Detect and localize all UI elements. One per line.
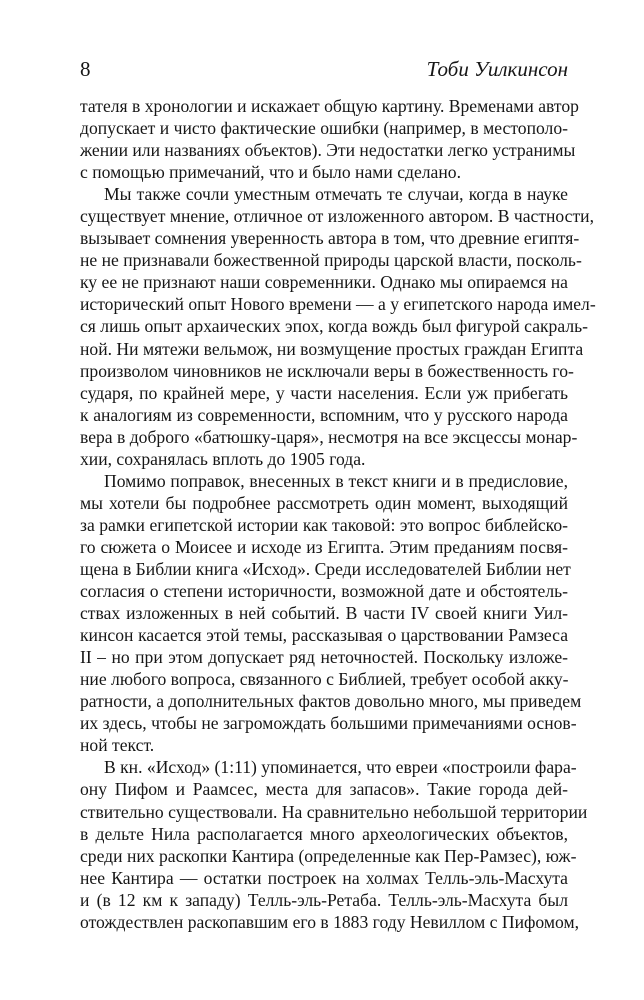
text-line: отождествлен раскопавшим его в 1883 году Невиллом с Пифомом, xyxy=(80,911,579,932)
text-line: не не признавали божественной природы царской власти, посколь- xyxy=(80,250,582,271)
text-line: ону Пифом и Раамсес, места для запасов». Такие города дей- xyxy=(80,779,568,800)
text-line: вызывает сомнения уверенность автора в том, что древние египтя- xyxy=(80,228,580,249)
text-line: мы хотели бы подробнее рассмотреть один момент, выходящий xyxy=(80,492,568,513)
text-line: ной. Ни мятежи вельмож, ни возмущение простых граждан Египта xyxy=(80,338,584,359)
text-line: Мы также сочли уместным отмечать те случаи, когда в науке xyxy=(104,184,568,205)
text-line: произволом чиновников не исключали веры в божественность го- xyxy=(80,360,574,381)
paragraph-3 xyxy=(80,470,582,757)
text-line: к аналогиям из современности, вспомним, что у русского народа xyxy=(80,404,568,425)
text-line: за рамки египетской истории как таковой: это вопрос библейско- xyxy=(80,514,568,535)
paragraph-4 xyxy=(80,756,588,932)
text-line: существует мнение, отличное от изложенного автором. В частности, xyxy=(80,206,594,227)
text-line: среди них раскопки Кантира (определенные как Пер-Рамзес), юж- xyxy=(80,845,577,866)
text-line: сударя, по крайней мере, у части населения. Если уж прибегать xyxy=(80,382,568,403)
paragraph-2 xyxy=(80,183,596,470)
paragraph-1 xyxy=(80,95,579,183)
text-line: ной текст. xyxy=(80,735,155,756)
text-line: ку ее не признают наши современники. Однако мы опираемся на xyxy=(80,272,568,293)
text-line: их здесь, чтобы не загромождать большими примечаниями основ- xyxy=(80,713,577,734)
text-line: вера в доброго «батюшку-царя», несмотря на все эксцессы монар- xyxy=(80,426,578,447)
text-line: жении или названиях объектов). Эти недостатки легко устранимы xyxy=(80,140,576,161)
text-line: хии, сохранялась вплоть до 1905 года. xyxy=(80,448,366,469)
text-line: щена в Библии книга «Исход». Среди исследователей Библии нет xyxy=(80,558,571,579)
text-line: и (в 12 км к западу) Телль-эль-Ретаба. Телль-эль-Масхута был xyxy=(80,889,568,910)
text-line: исторический опыт Нового времени — а у египетского народа имел- xyxy=(80,294,596,315)
text-line: В кн. «Исход» (1:11) упоминается, что евреи «построили фара- xyxy=(104,757,577,778)
text-line: ствах изложенных в ней событий. В части IV своей книги Уил- xyxy=(80,603,568,624)
text-line: допускает и чисто фактические ошибки (например, в местополо- xyxy=(80,118,568,139)
text-line: ся лишь опыт архаических эпох, когда вождь был фигурой сакраль- xyxy=(80,316,588,337)
text-line: с помощью примечаний, что и было нами сделано. xyxy=(80,162,461,183)
running-title: Тоби Уилкинсон xyxy=(426,57,568,81)
text-line: в дельте Нила располагается много археологических объектов, xyxy=(80,823,568,844)
page-number: 8 xyxy=(80,57,91,81)
text-line: ратности, а дополнительных фактов довольно много, мы приведем xyxy=(80,691,582,712)
text-line: ние любого вопроса, связанного с Библией, требует особой акку- xyxy=(80,669,569,690)
page-header xyxy=(80,57,568,87)
text-line: Помимо поправок, внесенных в текст книги и в предисловие, xyxy=(104,470,568,491)
text-line: тателя в хронологии и искажает общую картину. Временами автор xyxy=(80,96,579,116)
text-line: го сюжета о Моисее и исходе из Египта. Этим преданиям посвя- xyxy=(80,536,568,557)
text-line: II – но при этом допускает ряд неточностей. Поскольку изложе- xyxy=(80,647,568,668)
text-line: кинсон касается этой темы, рассказывая о царствовании Рамзеса xyxy=(80,625,568,646)
body-text xyxy=(80,95,596,933)
text-line: нее Кантира — остатки построек на холмах Телль-эль-Масхута xyxy=(80,867,568,888)
text-line: ствительно существовали. На сравнительно небольшой территории xyxy=(80,801,588,822)
text-line: согласия о степени историчности, возможной дате и обстоятель- xyxy=(80,581,568,602)
